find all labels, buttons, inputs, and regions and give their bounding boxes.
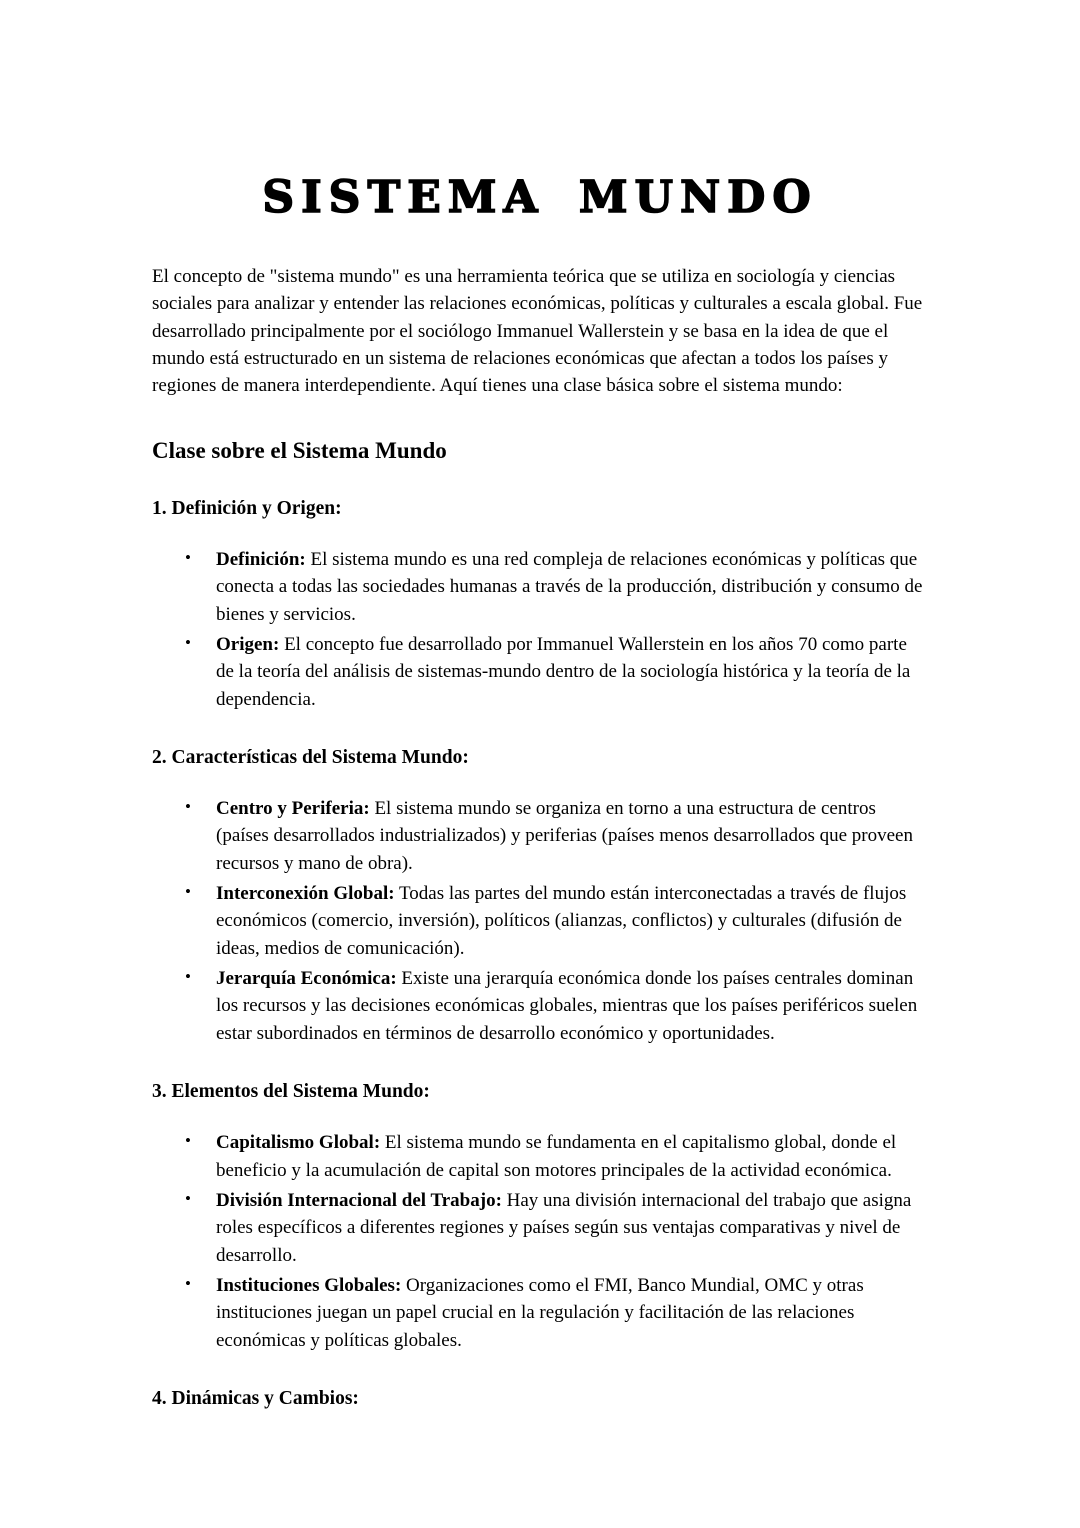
bullet-list (152, 1129, 928, 1354)
bullet-lead: Origen: (216, 633, 280, 655)
bullet-lead: División Internacional del Trabajo: (216, 1189, 502, 1211)
bullet-text: Hay una división internacional del trabajo que asigna roles específicos a diferentes regiones y países según sus ventajas comparativas y nivel de desarrollo. (216, 1189, 912, 1266)
section-heading: 1. Definición y Origen: (152, 497, 342, 519)
list-item (185, 1272, 928, 1354)
bullet-lead: Capitalismo Global: (216, 1132, 381, 1154)
bullet-icon: • (185, 1131, 191, 1151)
bullet-text: El concepto fue desarrollado por Immanuel Wallerstein en los años 70 como parte de la teoría del análisis de sistemas-mundo dentro de la sociología histórica y la teoría de la dependencia. (216, 633, 911, 710)
bullet-list (152, 795, 928, 1047)
section-heading: 3. Elementos del Sistema Mundo: (152, 1081, 430, 1103)
section-dinamicas (152, 1388, 928, 1410)
list-item (185, 546, 928, 628)
list-item (185, 1187, 928, 1269)
section-heading: 4. Dinámicas y Cambios: (152, 1388, 359, 1410)
list-item (185, 795, 928, 877)
bullet-text: Existe una jerarquía económica donde los países centrales dominan los recursos y las decisiones económicas globales, mientras que los países periféricos suelen estar subordinados en términos de desarrollo económico y oportunidades. (216, 968, 918, 1044)
bullet-text: Organizaciones como el FMI, Banco Mundial, OMC y otras instituciones juegan un papel crucial en la regulación y facilitación de las relaciones económicas y políticas globales. (216, 1274, 864, 1351)
bullet-text: Todas las partes del mundo están interconectadas a través de flujos económicos (comercio, inversión), políticos (alianzas, conflictos) y culturales (difusión de ideas, medios de comunicación). (216, 883, 907, 959)
bullet-text: El sistema mundo es una red compleja de relaciones económicas y políticas que conecta a todas las sociedades humanas a través de la producción, distribución y consumo de bienes y servicios. (216, 548, 923, 625)
section-caracteristicas (152, 747, 928, 1047)
bullet-icon: • (185, 796, 191, 816)
list-item (185, 631, 928, 713)
bullet-lead: Interconexión Global: (216, 883, 395, 905)
section-elementos (152, 1081, 928, 1354)
bullet-icon: • (185, 1188, 191, 1208)
list-item (185, 1129, 928, 1184)
bullet-text: El sistema mundo se fundamenta en el capitalismo global, donde el beneficio y la acumulación de capital son motores principales de la actividad económica. (216, 1132, 897, 1181)
bullet-list (152, 546, 928, 713)
bullet-icon: • (185, 967, 191, 987)
bullet-icon: • (185, 547, 191, 567)
section-definicion-origen (152, 498, 928, 713)
list-item (185, 965, 928, 1047)
bullet-icon: • (185, 882, 191, 902)
bullet-icon: • (185, 1273, 191, 1293)
page-title: SISTEMA MUNDO (262, 172, 818, 223)
bullet-text: El sistema mundo se organiza en torno a una estructura de centros (países desarrollados industrializados) y periferias (países menos desarrollados que proveen recursos y mano de obra). (216, 797, 913, 874)
list-item (185, 880, 928, 962)
bullet-lead: Instituciones Globales: (216, 1274, 402, 1296)
bullet-lead: Definición: (216, 548, 306, 570)
bullet-icon: • (185, 632, 191, 652)
intro-paragraph: El concepto de "sistema mundo" es una herramienta teórica que se utiliza en sociología y ciencias sociales para analizar y entender las relaciones económicas, políticas y culturales a escala global. Fue desarrollado principalmente por el sociólogo Immanuel Wallerstein y se basa en la idea de que el mundo está estructurado en un sistema de relaciones económicas que afectan a todos los países y regiones de manera interdependiente. Aquí tienes una clase básica sobre el sistema mundo: (152, 266, 923, 397)
main-heading: Clase sobre el Sistema Mundo (152, 437, 447, 463)
section-heading: 2. Características del Sistema Mundo: (152, 746, 469, 768)
bullet-lead: Centro y Periferia: (216, 797, 370, 819)
bullet-lead: Jerarquía Económica: (216, 968, 397, 990)
